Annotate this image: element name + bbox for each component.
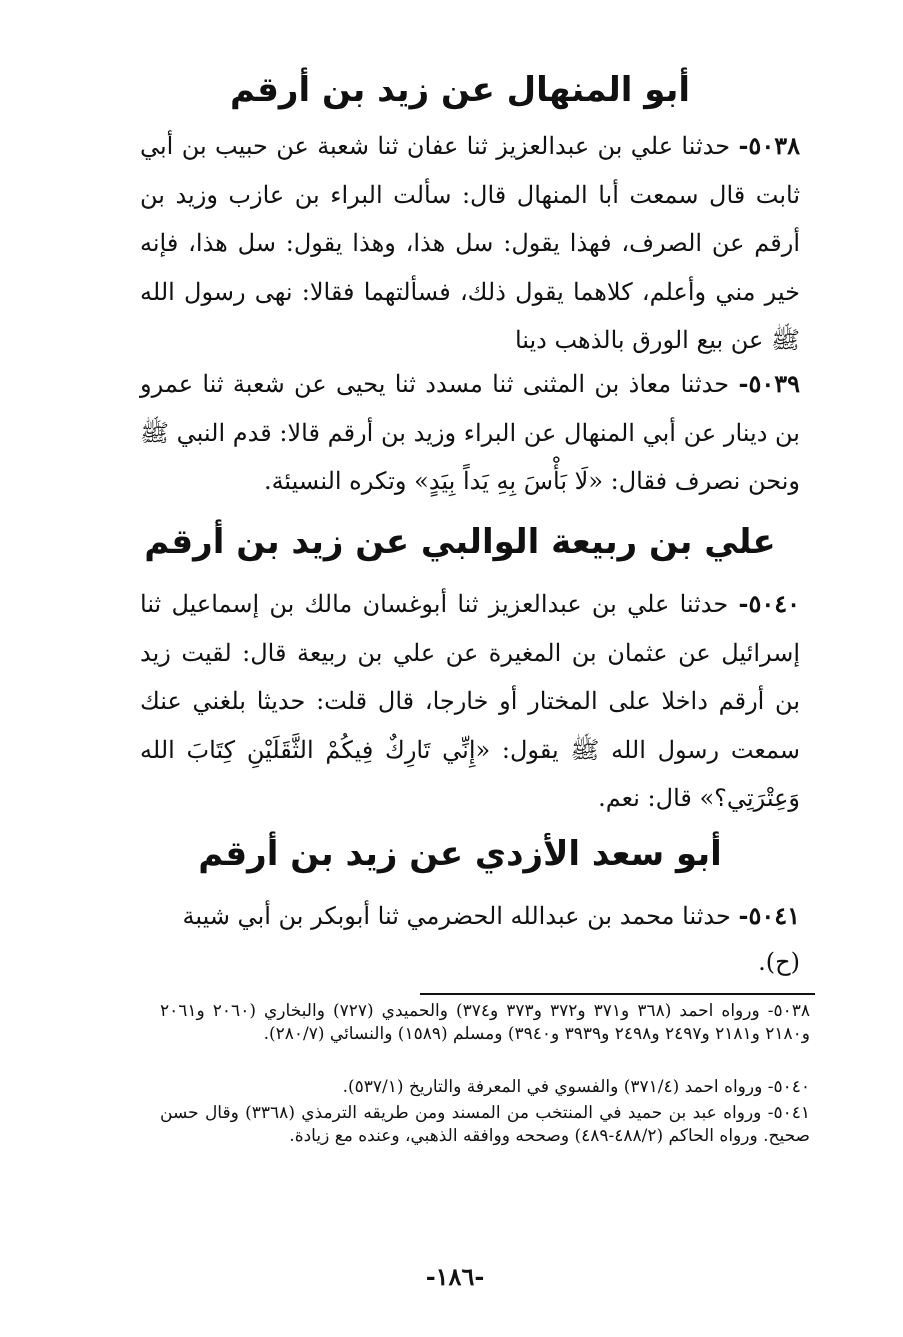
hadith-text: حدثنا علي بن عبدالعزيز ثنا أبوغسان مالك بن إسماعيل ثنا إسرائيل عن عثمان بن المغيرة عن علي بن ربيعة قال: لقيت زيد بن أرقم داخلا على المختار أو خارجا، قال قلت: حديثا بلغني عنك سمعت رسول الله ﷺ يقول: «إِنِّي تَارِكٌ فِيكُمْ الثَّقَلَيْنِ كِتَابَ الله وَعِتْرَتِي؟» قال: نعم. [140, 590, 800, 812]
hadith-5038 [140, 122, 800, 365]
hadith-text: حدثنا علي بن عبدالعزيز ثنا عفان ثنا شعبة عن حبيب بن أبي ثابت قال سمعت أبا المنهال قال: سألت البراء بن عازب وزيد بن أرقم عن الصرف، فهذا يقول: سل هذا، وهذا يقول: سل هذا، فإنه خير مني وأعلم، كلاهما يقول ذلك، فسألتهما فقالا: نهى رسول الله ﷺ عن بيع الورق بالذهب دينا [140, 132, 800, 354]
footnote-5041: ٥٠٤١- ورواه عبد بن حميد في المنتخب من المسند ومن طريقه الترمذي (٣٣٦٨) وقال حسن صحيح. ورواه الحاكم (٤٨٨/٢-٤٨٩) وصححه ووافقه الذهبي، وعنده مع زيادة. [160, 1103, 810, 1146]
hadith-number: ٥٠٣٩- [738, 369, 800, 398]
section-heading: أبو سعد الأزدي عن زيد بن أرقم [198, 834, 722, 874]
hadith-number: ٥٠٤١- [738, 901, 800, 930]
footnote-5040: ٥٠٤٠- ورواه احمد (٣٧١/٤) والفسوي في المعرفة والتاريخ (٥٣٧/١). [342, 1077, 810, 1097]
footnote-5038: ٥٠٣٨- ورواه احمد (٣٦٨ و٣٧١ و٣٧٢ و٣٧٣ و٣٧٤) والحميدي (٧٢٧) والبخاري (٢٠٦٠ و٢٠٦١ و٢١٨٠ و٢١٨١ و٢٤٩٧ و٢٤٩٨ و٣٩٣٩ و٣٩٤٠) ومسلم (١٥٨٩) والنسائي (٢٨٠/٧). [160, 1001, 810, 1044]
hadith-5040 [140, 580, 800, 823]
section-heading: علي بن ربيعة الوالبي عن زيد بن أرقم [144, 522, 776, 562]
section-heading: أبو المنهال عن زيد بن أرقم [229, 70, 691, 110]
hadith-number: ٥٠٣٨- [738, 131, 800, 160]
hadith-text: حدثنا محمد بن عبدالله الحضرمي ثنا أبوبكر بن أبي شيبة [182, 902, 731, 930]
hadith-5039 [140, 360, 800, 506]
hadith-tail: (ح). [758, 948, 800, 976]
footnote-divider [420, 993, 815, 995]
hadith-number: ٥٠٤٠- [738, 589, 800, 618]
hadith-5041 [140, 892, 800, 941]
hadith-text: حدثنا معاذ بن المثنى ثنا مسدد ثنا يحيى عن شعبة ثنا عمرو بن دينار عن أبي المنهال عن البراء وزيد بن أرقم قالا: قدم النبي ﷺ ونحن نصرف فقال: «لَا بَأْسَ بِهِ يَداً بِيَدٍ» وتكره النسيئة. [140, 370, 800, 495]
page-number: -١٨٦- [425, 1262, 485, 1291]
